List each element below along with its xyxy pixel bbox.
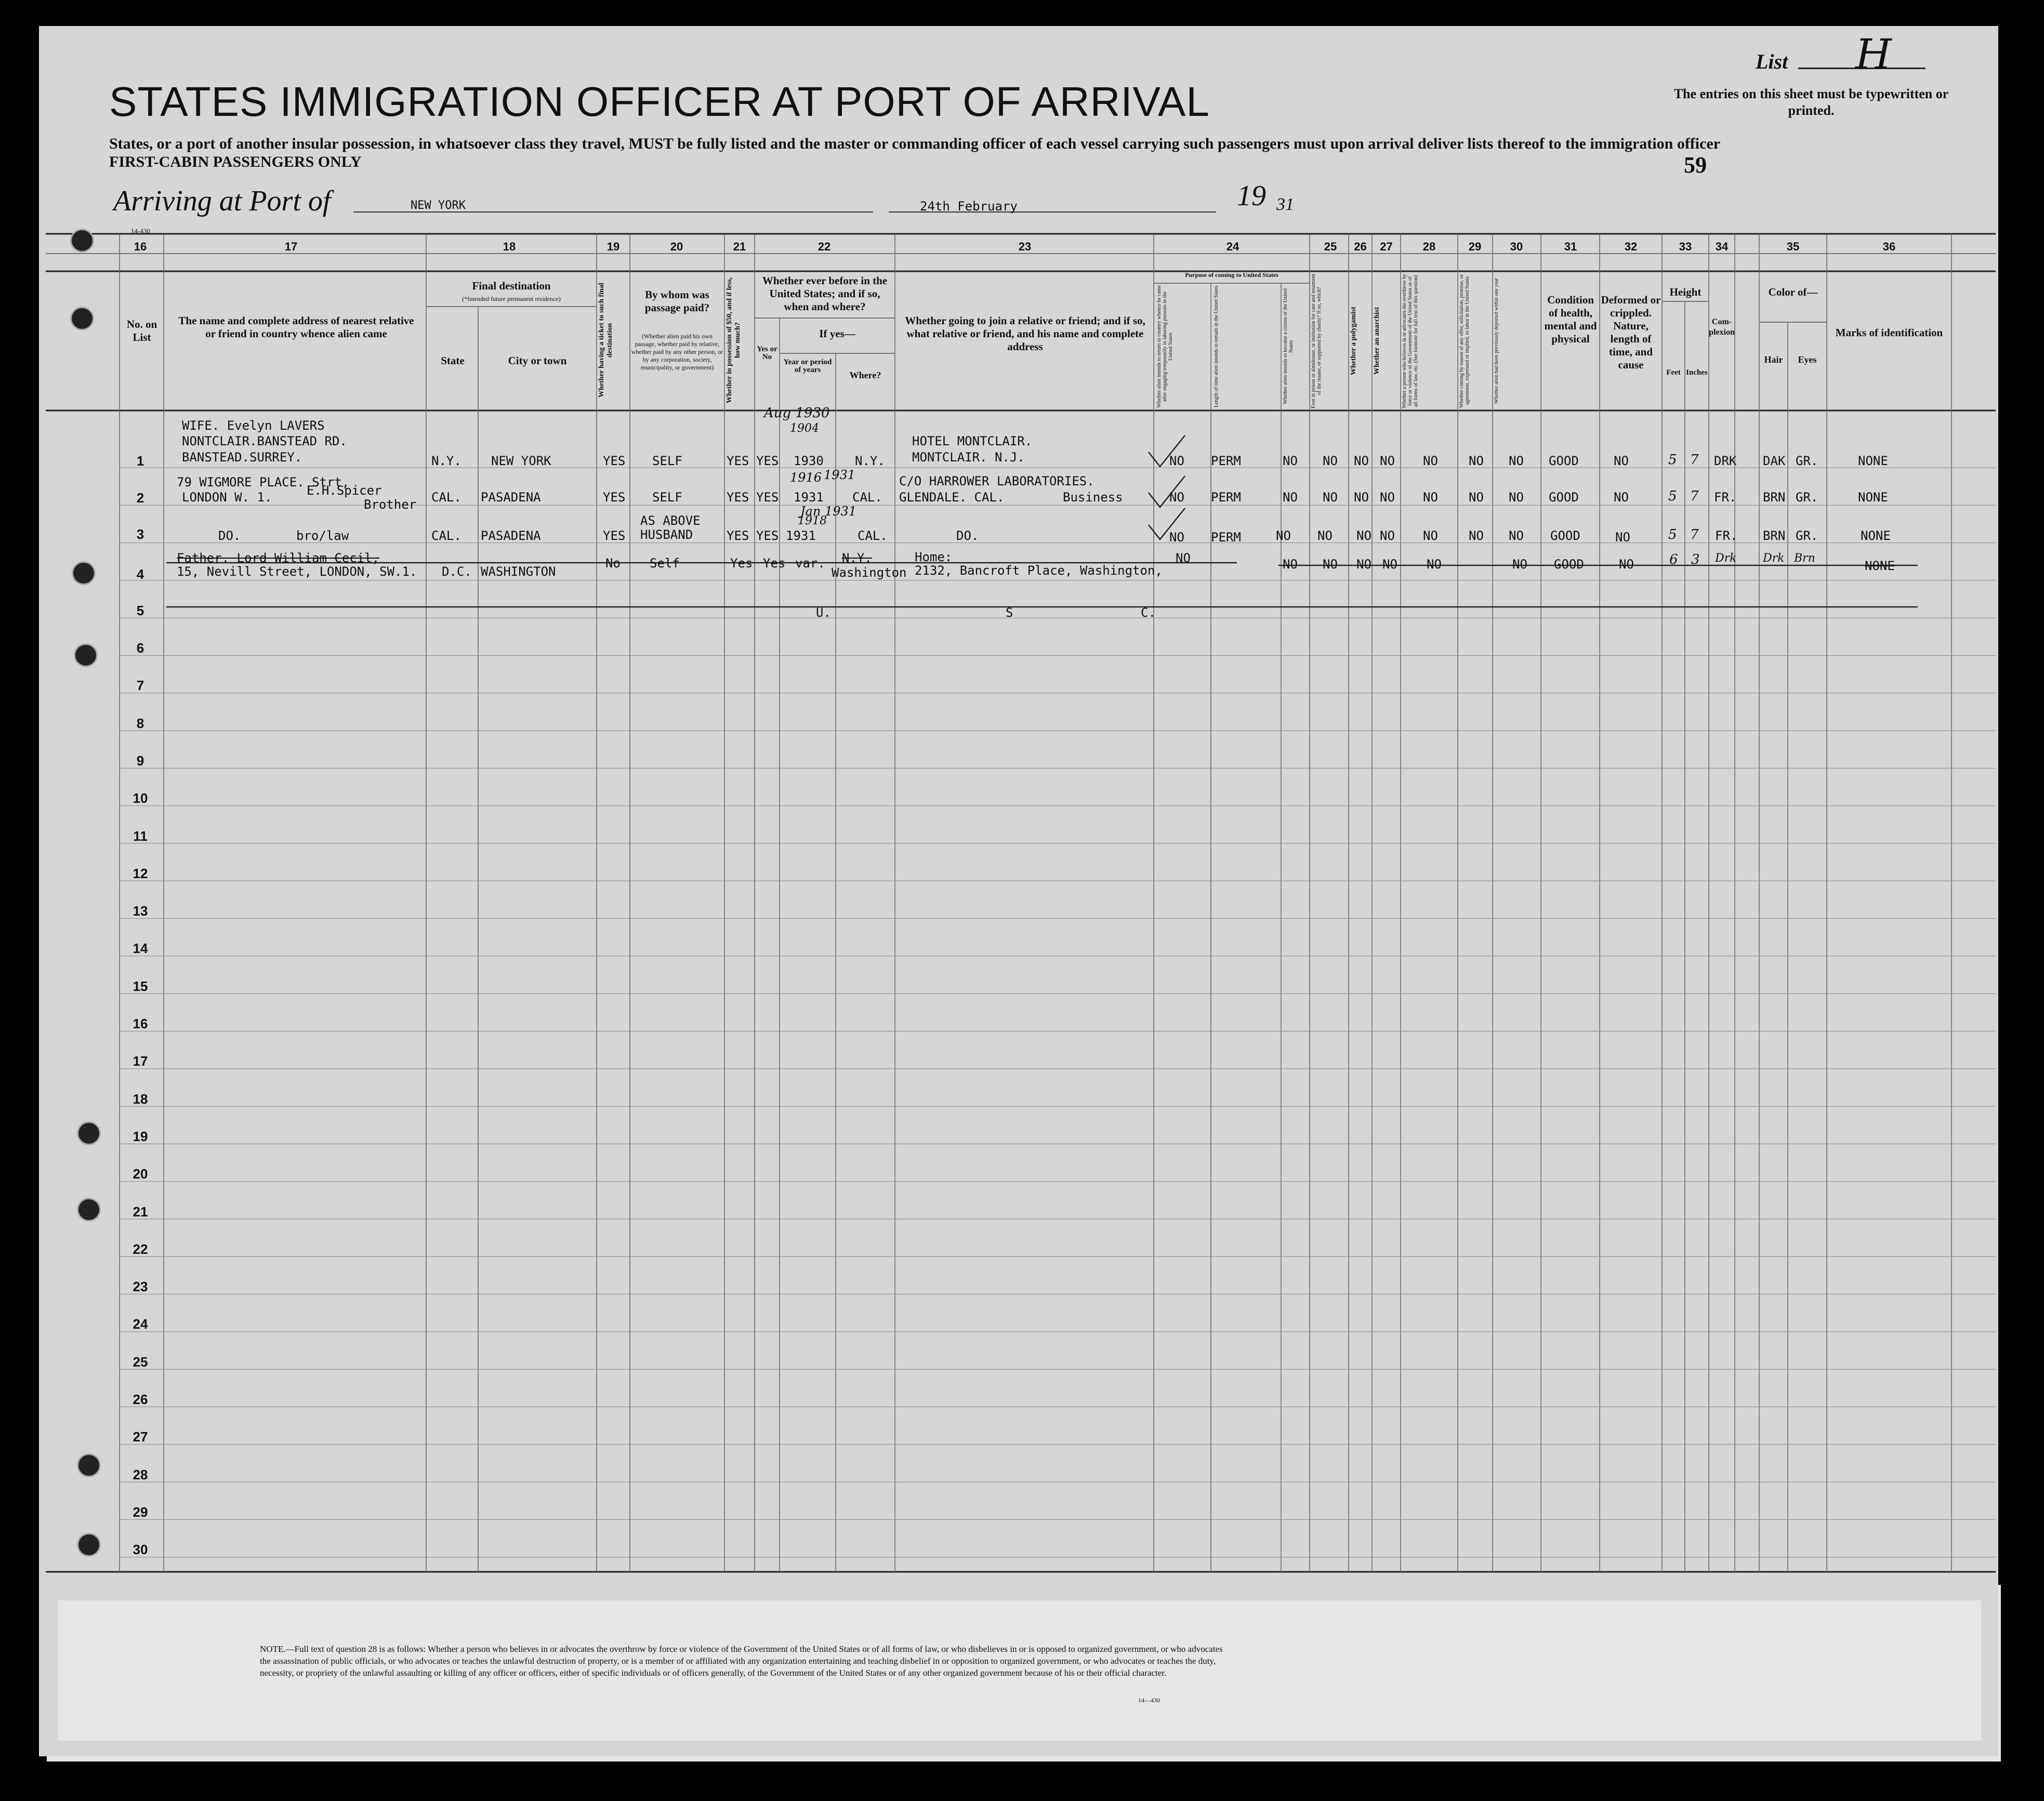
row3-paid-line2: HUSBAND xyxy=(640,527,693,542)
header-polygamist: Whether a polygamist xyxy=(1350,307,1357,375)
row3-hair: BRN xyxy=(1763,528,1786,543)
footnote-code: 14—430 xyxy=(1138,1697,1160,1704)
row-number: 14 xyxy=(133,941,148,957)
row4-deformed: NO xyxy=(1619,557,1634,572)
col-num-28: 28 xyxy=(1422,240,1436,253)
row2-join-line2: GLENDALE. CAL. xyxy=(899,490,1005,505)
col-num-27: 27 xyxy=(1380,240,1393,253)
header-hair: Hair xyxy=(1764,354,1783,365)
row4-prison: NO xyxy=(1323,557,1338,572)
list-label: List xyxy=(1756,50,1788,73)
row1-paid: SELF xyxy=(652,454,682,468)
row4-anarchist: NO xyxy=(1382,557,1397,572)
row3-relative: DO. xyxy=(218,528,241,543)
header-height: Height xyxy=(1669,286,1702,298)
col-num-17: 17 xyxy=(284,240,298,253)
row2-ticket: YES xyxy=(603,490,626,505)
row3-eyes: GR. xyxy=(1796,528,1818,543)
row1-return: NO xyxy=(1169,454,1184,468)
header-anarchist: Whether an anarchist xyxy=(1373,307,1381,375)
row2-state: CAL. xyxy=(431,490,461,505)
row3-labor: NO xyxy=(1469,528,1484,543)
row3-where: CAL. xyxy=(858,528,888,543)
header-city: City or town xyxy=(508,354,567,367)
header-color-of: Color of— xyxy=(1768,286,1818,298)
entries-note: The entries on this sheet must be typewritten or printed. xyxy=(1673,86,1949,118)
row1-ticket: YES xyxy=(603,454,626,468)
col-num-35: 35 xyxy=(1786,240,1800,253)
row5-c: C. xyxy=(1141,605,1156,620)
row1-polygamist: NO xyxy=(1354,454,1369,468)
row1-year: 1930 xyxy=(794,454,824,468)
year-suffix: 31 xyxy=(1276,195,1294,214)
row3-deformed: NO xyxy=(1615,530,1630,545)
row2-before: YES xyxy=(756,490,779,505)
row3-length: PERM xyxy=(1211,530,1241,545)
row-number: 17 xyxy=(133,1053,148,1069)
row2-where: CAL. xyxy=(852,490,882,505)
row-number: 26 xyxy=(133,1392,148,1407)
header-marks: Marks of identification xyxy=(1835,326,1943,339)
row-number: 8 xyxy=(136,715,144,731)
row2-year-hand: 1916 xyxy=(790,470,822,485)
col-num-26: 26 xyxy=(1354,240,1367,253)
row3-money: YES xyxy=(727,528,749,543)
header-passage-paid-note: (Whether alien paid his own passage, whether paid by relative, whether paid by any other person, or by any corporation, society, municipality, or government) xyxy=(631,333,723,371)
row4-where: N.Y. xyxy=(842,551,872,565)
row1-year-hand2: 1904 xyxy=(790,422,819,435)
row2-complexion: FR. xyxy=(1714,490,1737,505)
row-number: 4 xyxy=(136,566,144,582)
row1-hair: DAK xyxy=(1763,454,1786,468)
header-where: Where? xyxy=(849,370,881,380)
binder-hole xyxy=(70,229,94,253)
row4-paid: Self xyxy=(650,556,680,571)
row-number: 15 xyxy=(133,978,148,994)
row-number: 18 xyxy=(133,1091,148,1107)
row3-prison: NO xyxy=(1317,528,1333,543)
row4-state: D.C. xyxy=(442,564,472,579)
row1-anarchist: NO xyxy=(1380,454,1395,468)
row-number: 30 xyxy=(133,1542,148,1558)
binder-hole xyxy=(77,1121,101,1145)
row3-feet: 5 xyxy=(1668,527,1677,542)
header-no-on-list: No. on List xyxy=(126,318,157,343)
row3-year-hand: Jan 1931 xyxy=(800,504,857,519)
col-num-29: 29 xyxy=(1468,240,1482,253)
row2-length: PERM xyxy=(1211,490,1241,505)
row1-money: YES xyxy=(727,454,749,468)
row1-inches: 7 xyxy=(1690,452,1699,468)
row1-relative-line3: BANSTEAD.SURREY. xyxy=(182,450,302,465)
row1-relative-line2: NONTCLAIR.BANSTEAD RD. xyxy=(182,434,347,448)
row-number: 5 xyxy=(136,603,144,618)
row-number: 20 xyxy=(133,1166,148,1182)
row4-health: GOOD xyxy=(1554,557,1584,572)
header-final-destination: Final destination xyxy=(472,280,551,292)
row-number: 11 xyxy=(133,828,148,844)
header-if-yes: If yes— xyxy=(819,327,855,340)
row4-money: Yes xyxy=(730,556,753,571)
row4-year: var. xyxy=(795,556,825,571)
row2-year-hand2: 1931 xyxy=(824,468,856,482)
row4-feet: 6 xyxy=(1669,552,1678,567)
row-number: 21 xyxy=(133,1203,148,1220)
row-number: 3 xyxy=(136,526,144,542)
row3-state: CAL. xyxy=(431,528,461,543)
header-nearest-relative: The name and complete address of nearest relative or friend in country whence alien came xyxy=(178,314,414,340)
row3-paid: AS ABOVE xyxy=(640,513,701,528)
year-prefix: 19 xyxy=(1237,180,1266,212)
row1-health: GOOD xyxy=(1549,454,1579,468)
form-code: 14-430 xyxy=(131,227,150,235)
row4-complexion: Drk xyxy=(1715,552,1737,565)
row2-year: 1931 xyxy=(794,490,824,505)
col-num-22: 22 xyxy=(817,240,831,253)
row4-city: WASHINGTON xyxy=(481,564,556,579)
row1-join-line1: HOTEL MONTCLAIR. xyxy=(912,434,1033,448)
row3-before: YES xyxy=(756,528,779,543)
row1-length: PERM xyxy=(1211,454,1241,468)
row4-polygamist: NO xyxy=(1356,557,1372,572)
col-num-36: 36 xyxy=(1882,240,1896,253)
row-number: 7 xyxy=(136,678,144,694)
header-prison: Ever in prison or almshouse, or institution for care and treatment of the insane, or supported by charity? If so, which? xyxy=(1311,273,1322,408)
row2-relationship: Brother xyxy=(364,497,417,512)
row3-polygamist: NO xyxy=(1356,528,1372,543)
header-length-of-stay: Length of time alien intends to remain in the United States xyxy=(1214,285,1219,408)
row1-labor: NO xyxy=(1469,454,1484,468)
row4-deported: NO xyxy=(1512,557,1527,572)
row2-paid: SELF xyxy=(652,490,682,505)
row1-state: N.Y. xyxy=(431,454,461,468)
row-number: 29 xyxy=(133,1504,148,1520)
row2-city: PASADENA xyxy=(481,490,541,505)
row4-where-line2: Washington xyxy=(832,565,907,580)
row2-hair: BRN xyxy=(1763,490,1786,505)
row4-marks: NONE xyxy=(1865,559,1895,573)
binder-hole xyxy=(77,1198,101,1222)
row3-join: DO. xyxy=(956,528,979,543)
col-num-20: 20 xyxy=(670,240,683,253)
binder-hole xyxy=(72,561,96,585)
col-num-21: 21 xyxy=(733,240,746,253)
row-number: 16 xyxy=(133,1016,148,1031)
row4-join-line1: Home: xyxy=(915,550,953,564)
row4-inches: 3 xyxy=(1691,552,1700,567)
row2-marks: NONE xyxy=(1858,490,1888,505)
row4-join-line2: 2132, Bancroft Place, Washington, xyxy=(915,563,1163,578)
row1-where: N.Y. xyxy=(855,454,885,468)
binder-hole xyxy=(77,1533,101,1557)
row-number: 24 xyxy=(133,1316,148,1332)
row3-marks: NONE xyxy=(1861,528,1891,543)
row3-return: NO xyxy=(1169,530,1184,545)
row3-city: PASADENA xyxy=(481,528,541,543)
row5-u: U. xyxy=(816,605,831,620)
class-label: FIRST-CABIN PASSENGERS ONLY xyxy=(109,153,362,170)
header-year: Year or period of years xyxy=(783,358,832,374)
header-health: Condition of health, mental and physical xyxy=(1544,294,1597,345)
row1-year-hand: Aug 1930 xyxy=(764,405,830,421)
col-num-18: 18 xyxy=(503,240,516,253)
row3-relationship: bro/law xyxy=(296,528,349,543)
binder-hole xyxy=(74,643,98,667)
header-going-to-join: Whether going to join a relative or friend; and if so, what relative or friend, and his name and complete address xyxy=(905,314,1145,353)
row4-ticket: No xyxy=(605,556,621,571)
row1-marks: NONE xyxy=(1858,454,1888,468)
header-purpose: Purpose of coming to United States xyxy=(1185,271,1278,279)
col-num-30: 30 xyxy=(1510,240,1523,253)
row-number: 2 xyxy=(136,490,144,506)
page-title: STATES IMMIGRATION OFFICER AT PORT OF ARRIVAL xyxy=(109,78,1210,125)
row4-overthrow: NO xyxy=(1427,557,1442,572)
row2-prison: NO xyxy=(1323,490,1338,505)
col-num-34: 34 xyxy=(1715,240,1729,253)
row-number: 12 xyxy=(133,865,148,881)
row-number: 28 xyxy=(133,1466,148,1482)
row1-overthrow: NO xyxy=(1423,454,1438,468)
row-number: 23 xyxy=(133,1279,148,1295)
row2-eyes: GR. xyxy=(1796,490,1818,505)
row2-relative-line2: LONDON W. 1. xyxy=(182,490,272,505)
col-num-33: 33 xyxy=(1679,240,1692,253)
row1-join-line2: MONTCLAIR. N.J. xyxy=(912,450,1025,465)
row4-eyes: Brn xyxy=(1794,552,1815,565)
row1-eyes: GR. xyxy=(1796,454,1818,468)
row3-overthrow: NO xyxy=(1423,528,1438,543)
row2-return: NO xyxy=(1169,490,1184,505)
row3-complexion: FR. xyxy=(1715,528,1738,543)
subtitle: States, or a port of another insular possession, in whatsoever class they travel, MUST be fully listed and the master or commanding officer of each vessel carrying such passengers must upon arrival deliver lists thereof to the immigration officer xyxy=(109,135,1721,152)
header-inches: Inches xyxy=(1686,368,1708,377)
row-number: 6 xyxy=(136,640,144,656)
row3-citizen: NO xyxy=(1276,528,1291,543)
header-return-intent: Whether alien intends to return to country whence he came after engaging temporarily in laboring pursuits in the United States xyxy=(1156,285,1173,408)
header-fifty-dollars: Whether in possession of $50, and if less, how much? xyxy=(726,277,742,404)
header-labor-offer: Whether coming by reason of any offer, solicitation, promise, or agreement, expressed or implied, to labor in the United States xyxy=(1459,274,1470,408)
row4-relative-line1: Father. Lord William Cecil, xyxy=(177,551,380,565)
row1-complexion: DRK xyxy=(1714,454,1737,468)
col-num-32: 32 xyxy=(1624,240,1638,253)
col-num-31: 31 xyxy=(1564,240,1577,253)
row2-labor: NO xyxy=(1469,490,1484,505)
row1-deported: NO xyxy=(1509,454,1524,468)
row-number: 19 xyxy=(133,1128,148,1144)
row1-citizen: NO xyxy=(1283,454,1298,468)
row1-prison: NO xyxy=(1323,454,1338,468)
header-feet: Feet xyxy=(1666,368,1681,377)
row2-deformed: NO xyxy=(1614,490,1629,505)
row3-health: GOOD xyxy=(1550,528,1580,543)
row-number: 1 xyxy=(136,453,144,469)
row1-deformed: NO xyxy=(1614,454,1629,468)
header-final-destination-note: (*Intended future permanent residence) xyxy=(462,295,561,302)
row2-relative-name: E.H.Spicer xyxy=(307,483,382,498)
row4-hair: Drk xyxy=(1763,552,1785,565)
binder-hole xyxy=(77,1453,101,1477)
row4-relative-line2: 15, Nevill Street, LONDON, SW.1. xyxy=(177,564,417,579)
row4-return: NO xyxy=(1176,551,1191,565)
header-deported: Whether alien had been previously deported within one year xyxy=(1494,278,1499,404)
row2-join-relation: Business xyxy=(1063,490,1123,505)
col-num-16: 16 xyxy=(134,240,147,253)
row-number: 10 xyxy=(133,790,148,806)
row2-health: GOOD xyxy=(1549,490,1579,505)
header-overthrow: Whether a person who believes in or advocates the overthrow by force or violence of the Government of the United States or of all forms of law, etc. (See footnote for full text of this question) xyxy=(1402,273,1419,408)
row3-ticket: YES xyxy=(603,528,626,543)
header-passage-paid: By whom was passage paid? xyxy=(644,288,710,314)
row-number: 25 xyxy=(133,1354,148,1370)
row2-deported: NO xyxy=(1509,490,1524,505)
row3-anarchist: NO xyxy=(1380,528,1395,543)
row2-citizen: NO xyxy=(1283,490,1298,505)
row2-feet: 5 xyxy=(1668,488,1677,504)
row-number: 13 xyxy=(133,903,148,919)
col-num-24: 24 xyxy=(1226,240,1239,253)
footnote: NOTE.—Full text of question 28 is as follows: Whether a person who believes in or advocates the overthrow by force or violence of the Government of the United States or of all forms of law, or who disbelieves in or is opposed to organized government, or who advocates the assassination of public officials, or who advocates or teaches the unlawful destruction of property, or is a member of or affiliated with any organization entertaining and teaching disbelief in or opposition to organized government, or who advocates or teaches the duty, necessity, or propriety of the unlawful assaulting or killing of any officer or officers, either of specific individuals or of officers generally, of the Government of the United States or of any other organized government because of his or their official character. xyxy=(260,1644,1223,1678)
page-number: 59 xyxy=(1684,152,1707,178)
port-value: NEW YORK xyxy=(411,199,466,212)
row2-inches: 7 xyxy=(1690,488,1699,504)
row2-relative-line1: 79 WIGMORE PLACE. Strt, xyxy=(177,475,350,489)
row1-city: NEW YORK xyxy=(491,454,551,468)
row-number: 22 xyxy=(133,1241,148,1257)
row-number: 27 xyxy=(133,1429,148,1445)
row1-relative-line1: WIFE. Evelyn LAVERS xyxy=(182,418,325,433)
list-value: H xyxy=(1855,30,1892,78)
col-num-23: 23 xyxy=(1018,240,1032,253)
binder-hole xyxy=(70,307,94,330)
row2-money: YES xyxy=(727,490,749,505)
row4-citizen: NO xyxy=(1283,557,1298,572)
header-citizen-intent: Whether alien intends to become a citizen of the United States xyxy=(1283,288,1294,405)
header-state: State xyxy=(441,354,465,367)
row-number: 9 xyxy=(136,752,144,769)
row1-before: YES xyxy=(756,454,779,468)
header-deformed: Deformed or crippled. Nature, length of time, and cause xyxy=(1601,294,1661,371)
header-ticket: Whether having a ticket to such final destination xyxy=(598,283,614,398)
date-value: 24th February xyxy=(920,199,1018,214)
header-complexion: Com-plexion xyxy=(1709,317,1735,337)
row1-feet: 5 xyxy=(1668,452,1677,468)
arriving-label: Arriving at Port of xyxy=(113,185,331,217)
header-yes-or-no: Yes or No xyxy=(757,345,777,361)
row3-inches: 7 xyxy=(1690,527,1699,542)
row5-s: S xyxy=(1006,605,1013,620)
row3-deported: NO xyxy=(1509,528,1524,543)
row2-anarchist: NO xyxy=(1380,490,1395,505)
row2-overthrow: NO xyxy=(1423,490,1438,505)
row2-join-line1: C/O HARROWER LABORATORIES. xyxy=(899,474,1094,488)
header-ever-before: Whether ever before in the United States; and if so, when and where? xyxy=(762,274,888,313)
col-num-25: 25 xyxy=(1324,240,1337,253)
row4-before: Yes xyxy=(763,556,786,571)
header-eyes: Eyes xyxy=(1798,354,1817,365)
row3-year: 1931 xyxy=(786,528,816,543)
row2-polygamist: NO xyxy=(1354,490,1369,505)
col-num-19: 19 xyxy=(606,240,620,253)
row3-year-hand2: 1918 xyxy=(798,514,827,527)
